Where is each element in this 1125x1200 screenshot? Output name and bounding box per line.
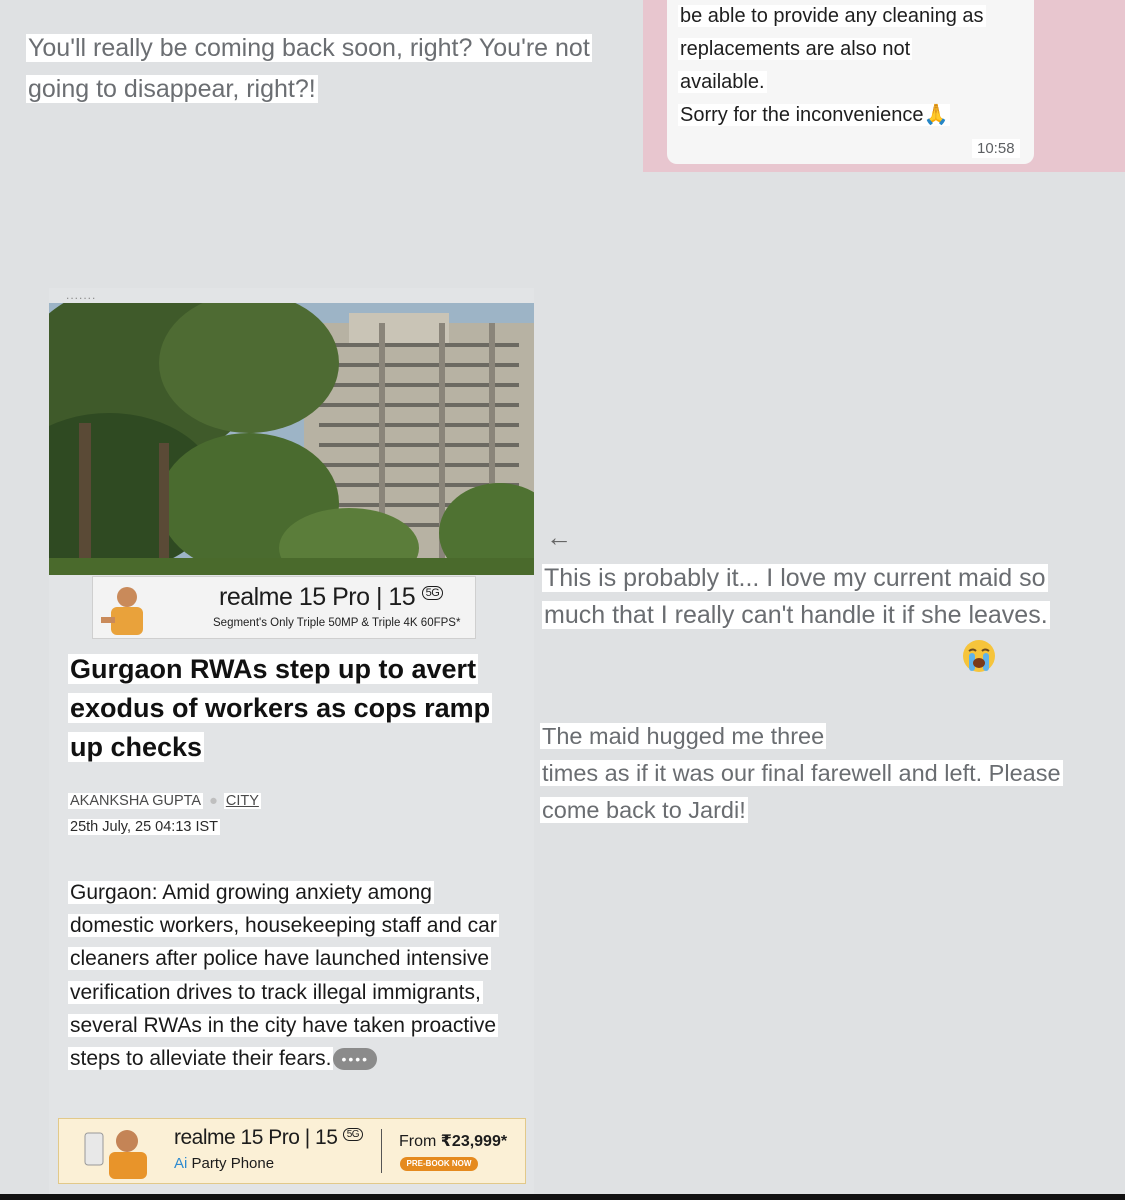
article-photo: [49, 303, 534, 575]
commentary-line: times as if it was our final farewell and left. Please: [542, 760, 1061, 786]
chat-message-text: [678, 0, 1028, 132]
chat-timestamp: 10:58: [972, 139, 1020, 158]
chat-line: replacements are also not: [680, 38, 911, 60]
bottom-edge-bar: [0, 1194, 1125, 1200]
5g-badge: 5G: [343, 1128, 363, 1141]
ad-brand-name: realme 15 Pro | 15 $^{5G}$: [219, 583, 443, 612]
commentary-line: The maid hugged me three: [542, 723, 825, 749]
ad-brand-name: realme 15 Pro | 15 $^{5G}$: [174, 1126, 363, 1150]
realme-ad-banner-bottom[interactable]: [58, 1118, 526, 1184]
top-quote-text: You'll really be coming back soon, right? You're not going to disappear, right?!: [28, 34, 590, 103]
article-photo-image: [49, 303, 534, 575]
author-name[interactable]: AKANKSHA GUPTA: [70, 793, 202, 809]
article-headline[interactable]: Gurgaon RWAs step up to avert exodus of workers as cops ramp up checks: [70, 654, 491, 762]
article-top-dots: .......: [66, 288, 97, 302]
5g-badge: 5G: [422, 586, 444, 600]
chat-line: Sorry for the inconvenience🙏: [680, 104, 949, 126]
top-quote: [26, 28, 626, 110]
loudly-crying-face-icon: [961, 638, 997, 674]
pre-book-button[interactable]: PRE-BOOK NOW: [400, 1157, 478, 1171]
commentary-first: [542, 560, 1102, 634]
ad-price: From ₹23,999*: [399, 1133, 508, 1150]
chat-line: available.: [680, 71, 765, 93]
article-date: 25th July, 25 04:13 IST: [70, 819, 219, 835]
separator-dot: ●: [209, 793, 218, 809]
realme-ad-banner-top[interactable]: [92, 576, 476, 639]
ad-person-phone-image: [65, 1123, 165, 1179]
commentary-first-text: This is probably it... I love my current maid so much that I really can't handle it if she leaves.: [544, 564, 1048, 629]
commentary-second: [540, 718, 1110, 829]
ad-subtitle: Ai Party Phone: [174, 1155, 275, 1172]
ad-tagline: Segment's Only Triple 50MP & Triple 4K 60FPS*: [213, 617, 461, 629]
ad-divider: [381, 1129, 382, 1173]
more-options-button[interactable]: ••••: [333, 1048, 377, 1070]
commentary-line: come back to Jardi!: [542, 797, 746, 823]
article-byline: [68, 793, 261, 809]
article-body-text: Gurgaon: Amid growing anxiety among domestic workers, housekeeping staff and car cleaners after police have launched intensive verification drives to track illegal immigrants, several RWAs in the city have taken proactive steps to alleviate their fears.: [70, 881, 497, 1071]
arrow-left-icon: ←: [546, 522, 572, 552]
article-body: [68, 876, 518, 1075]
ad-person-image: [97, 581, 157, 635]
section-link[interactable]: CITY: [225, 793, 259, 809]
chat-line: be able to provide any cleaning as: [680, 5, 984, 27]
